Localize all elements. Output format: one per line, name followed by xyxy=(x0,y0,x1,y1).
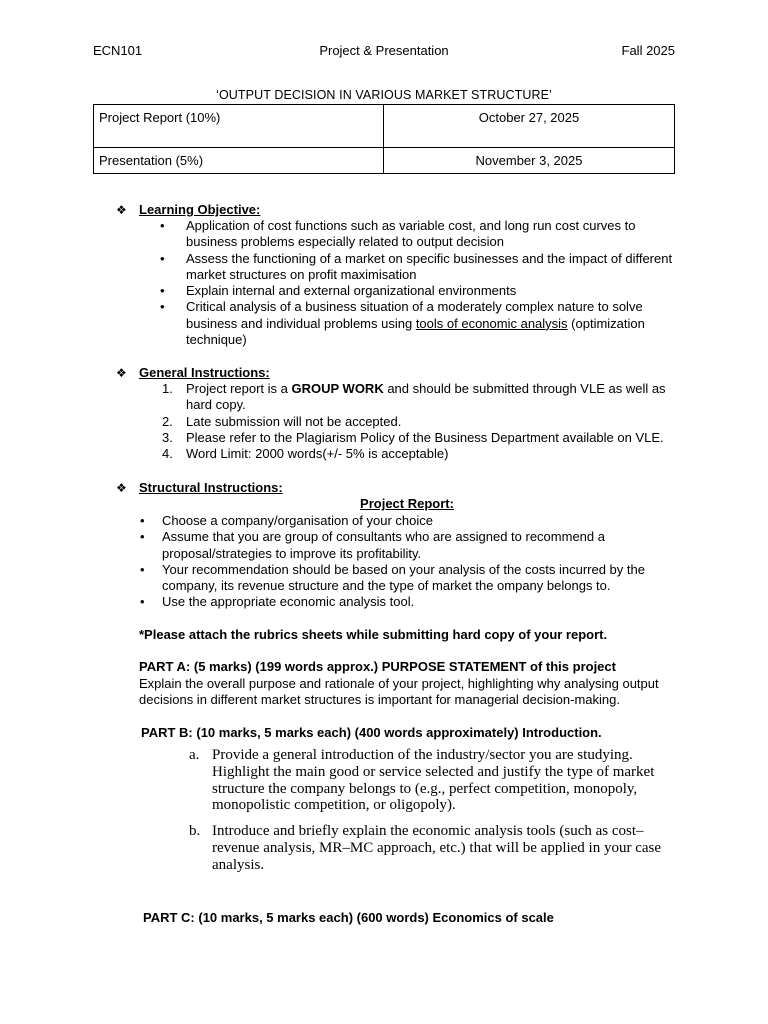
list-item: 4. Word Limit: 2000 words(+/- 5% is acceptable) xyxy=(162,446,449,462)
bullet-icon: • xyxy=(160,218,165,233)
general-instructions-list xyxy=(162,381,666,462)
bullet-icon: • xyxy=(160,250,165,266)
list-item: • Application of cost functions such as variable cost, and long run cost curves to business problems especially related to output decision xyxy=(160,218,636,250)
list-item: • Critical analysis of a business situation of a moderately complex nature to solve business and individual problems using tools of economic analysis (optimization technique) xyxy=(160,299,645,348)
learning-objective-list xyxy=(160,218,678,348)
part-b-heading: PART B: (10 marks, 5 marks each) (400 words approximately) Introduction. xyxy=(141,725,602,740)
table-row xyxy=(94,148,675,174)
diamond-bullet-icon: ❖ xyxy=(116,203,127,217)
part-a-body: Explain the overall purpose and rationale of your project, highlighting why analysing output decisions in different market structures is important for managerial decision-making. xyxy=(139,676,659,708)
list-item: 2. Late submission will not be accepted. xyxy=(162,413,402,429)
list-item: b. Introduce and briefly explain the economic analysis tools (such as cost–revenue analysis, MR–MC approach, etc.) that will be applied in your case analysis. xyxy=(189,823,662,873)
bullet-icon: • xyxy=(140,529,145,545)
list-item: • Assume that you are group of consultants who are assigned to recommend a proposal/strategies to improve its profitability. xyxy=(140,529,605,561)
deadline-item: Presentation (5%) xyxy=(94,148,384,174)
table-row xyxy=(94,105,675,148)
list-item: 1. Project report is a GROUP WORK and should be submitted through VLE as well as hard copy. xyxy=(162,381,666,413)
document-title: ‘OUTPUT DECISION IN VARIOUS MARKET STRUCTURE’ xyxy=(216,88,552,102)
deadline-item: Project Report (10%) xyxy=(94,105,384,148)
course-code: ECN101 xyxy=(93,43,143,58)
bullet-icon: • xyxy=(160,283,165,299)
part-b-list xyxy=(189,747,672,883)
deadline-date: November 3, 2025 xyxy=(384,148,675,174)
part-c-heading: PART C: (10 marks, 5 marks each) (600 words) Economics of scale xyxy=(143,910,554,925)
tools-of-economic-analysis-text: tools of economic analysis xyxy=(415,315,568,331)
rubrics-note: *Please attach the rubrics sheets while submitting hard copy of your report. xyxy=(139,627,608,642)
project-report-list xyxy=(140,513,662,611)
learning-objective-heading: ❖ Learning Objective: xyxy=(116,202,261,217)
general-instructions-heading: ❖ General Instructions: xyxy=(116,365,270,380)
list-item: • Explain internal and external organizational environments xyxy=(160,283,517,299)
project-report-subheading: Project Report: xyxy=(360,496,454,511)
part-a-heading: PART A: (5 marks) (199 words approx.) PURPOSE STATEMENT of this project xyxy=(139,659,616,674)
list-item: a. Provide a general introduction of the industry/sector you are studying. Highlight the main good or service selected and justify the type of market structure the company belongs to (e.g., perfect competition, monopoly, monopolistic competition, or oligopoly). xyxy=(189,747,655,814)
bullet-icon: • xyxy=(160,299,165,315)
list-item: • Use the appropriate economic analysis tool. xyxy=(140,594,415,610)
deadline-date: October 27, 2025 xyxy=(384,105,675,148)
diamond-bullet-icon: ❖ xyxy=(116,481,127,495)
header-title: Project & Presentation xyxy=(319,43,449,58)
bullet-icon: • xyxy=(140,513,145,528)
list-item: 3. Please refer to the Plagiarism Policy of the Business Department available on VLE. xyxy=(162,429,664,445)
list-item: • Assess the functioning of a market on specific businesses and the impact of different market structures on profit maximisation xyxy=(160,250,673,282)
list-item: • Your recommendation should be based on your analysis of the costs incurred by the company, its revenue structure and the type of market the ompany belongs to. xyxy=(140,561,645,594)
page-header xyxy=(93,43,675,61)
deadlines-table xyxy=(93,104,675,174)
diamond-bullet-icon: ❖ xyxy=(116,366,127,380)
term: Fall 2025 xyxy=(621,43,675,58)
structural-instructions-heading: ❖ Structural Instructions: xyxy=(116,480,283,495)
bullet-icon: • xyxy=(140,561,145,577)
bullet-icon: • xyxy=(140,594,145,610)
list-item: • Choose a company/organisation of your choice xyxy=(140,513,433,528)
